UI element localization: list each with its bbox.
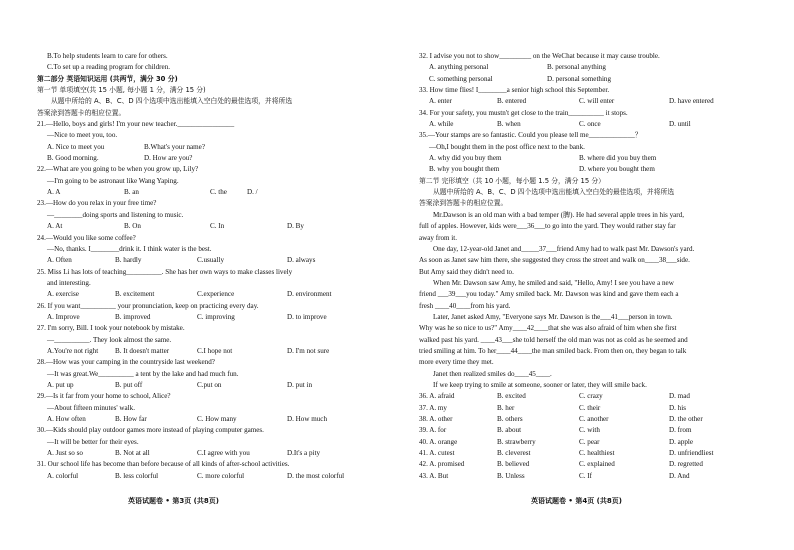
page-4-footer: 英语试题卷 • 第4页 (共8页) — [531, 497, 622, 505]
answer-option: B. How far — [115, 415, 147, 423]
answer-option: D. And — [669, 471, 690, 480]
answer-option: B. Not at all — [115, 449, 150, 458]
answer-option: B. an — [124, 188, 139, 197]
text-line: —It will be better for their eyes. — [47, 437, 139, 446]
answer-option: D. put in — [287, 380, 313, 389]
answer-option: D. unfriendliest — [669, 449, 714, 458]
answer-option: C. more colorful — [197, 471, 245, 480]
answer-options-row — [37, 221, 375, 232]
answer-option: B. when — [497, 120, 521, 129]
answer-option: D. from — [669, 426, 692, 435]
text-line: —Oh,I bought them in the post office next to the bank. — [429, 142, 585, 151]
answer-option: C.usually — [197, 256, 224, 265]
answer-option: D. the most colorful — [287, 471, 345, 480]
text-line: 28.—How was your camping in the countryside last weekend? — [37, 358, 215, 367]
answer-option: 43. A. But — [419, 471, 449, 480]
answer-options-row — [37, 414, 375, 425]
answer-option: B. believed — [497, 460, 530, 469]
answer-option: D. How are you? — [144, 154, 193, 163]
answer-option: B. put off — [115, 380, 143, 389]
text-line: —Nice to meet you, too. — [47, 131, 118, 140]
text-line: C.To set up a reading program for children. — [47, 63, 171, 72]
answer-option: B. where did you buy them — [579, 154, 657, 163]
answer-options-row — [37, 142, 375, 153]
answer-option: A. anything personal — [429, 63, 489, 72]
answer-option: A. Just so so — [47, 449, 83, 458]
text-line: 34. For your safety, you mustn't get close to the train__________ it stops. — [419, 108, 628, 117]
answer-options-row — [419, 437, 757, 448]
answer-option: D. regretted — [669, 460, 703, 469]
answer-option: B. personal anything — [547, 63, 606, 72]
answer-option: 37. A. my — [419, 403, 447, 412]
answer-option: B. her — [497, 403, 515, 412]
answer-option: C. pear — [579, 437, 600, 446]
answer-options-row — [37, 153, 375, 164]
answer-option: C.put on — [197, 380, 222, 389]
text-line: 22.—What are you going to be when you grow up, Lily? — [37, 165, 199, 174]
answer-option: C. once — [579, 120, 601, 129]
instruction-line: 第二节 完形填空（共 10 小题，每小题 1.5 分，满分 15 分） — [419, 176, 605, 185]
answer-option: A. How often — [47, 415, 86, 423]
instruction-line: 从题中所给的 A、B、C、D 四个选项中选出能填入空白处的最佳选项，并将所选 — [51, 97, 293, 106]
text-line: 33. How time flies! I________a senior high school this September. — [419, 86, 610, 95]
answer-option: B. cleverest — [497, 449, 531, 458]
answer-option: 40. A. orange — [419, 437, 458, 446]
answer-option: B. strawberry — [497, 437, 536, 446]
text-line: —I'm going to be astronaut like Wang Yaping. — [47, 176, 179, 185]
answer-options-row — [419, 414, 757, 425]
text-line: and interesting. — [47, 278, 91, 287]
answer-option: A. Often — [47, 256, 72, 265]
text-line: —No, thanks. I________drink it. I think water is the best. — [47, 244, 212, 253]
answer-option: B. entered — [497, 97, 527, 106]
text-line: 29.—Is it far from your home to school, Alice? — [37, 392, 171, 401]
answer-option: A. Improve — [47, 312, 80, 321]
answer-option: D. to improve — [287, 312, 327, 321]
text-line: Why was he so nice to us?" Amy____42____that she was also afraid of him when she first — [419, 324, 677, 333]
answer-option: C. the — [210, 188, 227, 197]
answer-option: C. explained — [579, 460, 615, 469]
answer-option: C. their — [579, 403, 601, 412]
answer-option: C. will enter — [579, 97, 615, 106]
instruction-line: 从题中所给的 A、B、C、D 四个选项中选出能填入空白处的最佳选项，并将所选 — [433, 188, 675, 197]
answer-option: C. If — [579, 471, 593, 480]
text-line: 27. I'm sorry, Bill. I took your notebook by mistake. — [37, 324, 185, 333]
text-line: —It was great.We__________ a tent by the lake and had much fun. — [47, 369, 239, 378]
answer-option: 42. A. promised — [419, 460, 465, 469]
instruction-line: 第一节 单项填空(共 15 小题, 每小题 1 分，满分 15 分) — [37, 86, 206, 95]
answer-option: D. environment — [287, 290, 332, 299]
answer-option: D. until — [669, 120, 691, 129]
text-line: Janet then realized smiles do____45____. — [433, 369, 552, 378]
answer-option: B. others — [497, 415, 523, 423]
answer-option: A. while — [429, 120, 454, 129]
text-line: 35.—Your stamps are so fantastic. Could you please tell me_____________？ — [419, 131, 642, 140]
answer-options-row — [419, 119, 757, 130]
answer-option: C. something personal — [429, 74, 493, 83]
answer-option: D. By — [287, 222, 304, 231]
answer-option: B. why you bought them — [429, 165, 500, 174]
text-line: 30.—Kids should play outdoor games more instead of playing computer games. — [37, 426, 264, 435]
answer-option: B. It doesn't matter — [115, 346, 170, 355]
answer-option: D. have entered — [669, 97, 714, 106]
page-4-text-column — [419, 51, 757, 482]
text-line: —About fifteen minutes' walk. — [47, 403, 135, 412]
answer-option: C. another — [579, 415, 609, 423]
text-line: As soon as Janet saw him there, she suggested they cross the street and walk on____38___side. — [419, 256, 690, 265]
answer-option: D. always — [287, 256, 316, 265]
text-line: —__________. They look almost the same. — [47, 335, 172, 344]
answer-option: A. A — [47, 188, 61, 197]
text-line: 24.—Would you like some coffee? — [37, 233, 136, 242]
text-line: 31. Our school life has become than before because of all kinds of after-school activities. — [37, 460, 290, 469]
answer-options-row — [37, 380, 375, 391]
text-line: One day, 12-year-old Janet and_____37___friend Amy had to walk past Mr. Dawson's yard. — [433, 244, 695, 253]
answer-options-row — [419, 425, 757, 436]
answer-options-row — [419, 164, 757, 175]
answer-option: C.experience — [197, 290, 235, 299]
answer-options-row — [37, 448, 375, 459]
answer-option: B. Unless — [497, 471, 525, 480]
text-line: 26. If you want__________ your pronunciation, keep on practicing every day. — [37, 301, 259, 310]
answer-option: 39. A. for — [419, 426, 447, 435]
answer-options-row — [419, 391, 757, 402]
answer-option: A. At — [47, 222, 63, 231]
answer-option: D. I'm not sure — [287, 346, 330, 355]
answer-options-row — [419, 153, 757, 164]
answer-option: A. Nice to meet you — [47, 142, 105, 151]
answer-options-row — [37, 187, 375, 198]
instruction-line: 答案涂到答题卡的相应位置。 — [37, 108, 126, 117]
text-line: When Mr. Dawson saw Amy, he smiled and said, "Hello, Amy! I see you have a new — [433, 278, 674, 287]
answer-options-row — [37, 312, 375, 323]
answer-option: C. with — [579, 426, 600, 435]
text-line: Mr.Dawson is an old man with a bad temper (脾). He had several apple trees in his yard, — [433, 210, 684, 219]
text-line: tried smiling at him. To her____44____the man smiled back. From then on, they began to talk — [419, 346, 687, 355]
answer-option: C. In — [210, 222, 225, 231]
text-line: 25. Miss Li has lots of teaching__________. She has her own ways to make classes lively — [37, 267, 293, 276]
answer-options-row — [419, 96, 757, 107]
answer-option: D. where you bought them — [579, 165, 655, 174]
answer-options-row — [419, 62, 757, 73]
instruction-line: 答案涂到答题卡的相应位置。 — [419, 199, 508, 208]
answer-options-row — [419, 403, 757, 414]
page-3-text-column — [37, 51, 375, 482]
answer-option: B. less colorful — [115, 471, 159, 480]
text-line: 23.—How do you relax in your free time? — [37, 199, 157, 208]
answer-option: B. excited — [497, 392, 526, 401]
text-line: 32. I advise you not to show_________ on the WeChat because it may cause trouble. — [419, 52, 660, 60]
answer-option: B. excitement — [115, 290, 155, 299]
answer-option: A.You're not right — [47, 346, 99, 355]
answer-option: D. his — [669, 403, 686, 412]
text-line: friend ___39___you today." Amy smiled back. Mr. Dawson was kind and gave them each a — [419, 290, 679, 299]
answer-option: A. put up — [47, 380, 74, 389]
answer-option: C. improving — [197, 312, 235, 321]
page-3-footer: 英语试题卷 • 第3页 (共8页) — [128, 497, 219, 505]
answer-option: D. How much — [287, 415, 327, 423]
answer-options-row — [419, 448, 757, 459]
answer-options-row — [37, 471, 375, 482]
answer-option: C.I agree with you — [197, 449, 250, 458]
answer-options-row — [37, 346, 375, 357]
text-line: B.To help students learn to care for others. — [47, 52, 168, 60]
answer-option: B. Good morning. — [47, 154, 99, 163]
answer-option: B. about — [497, 426, 522, 435]
answer-options-row — [37, 255, 375, 266]
answer-option: B.What's your name? — [144, 142, 205, 151]
answer-options-row — [37, 289, 375, 300]
answer-option: 36. A. afraid — [419, 392, 455, 401]
answer-options-row — [419, 471, 757, 482]
answer-option: A. why did you buy them — [429, 154, 502, 163]
answer-option: A. enter — [429, 97, 452, 106]
answer-option: B. On — [124, 222, 141, 231]
text-line: If we keep trying to smile at someone, sooner or later, they will smile back. — [433, 380, 647, 389]
answer-option: D. / — [247, 188, 258, 197]
answer-option: D.It's a pity — [287, 449, 320, 458]
text-line: 21.—Hello, boys and girls! I'm your new teacher.________________ — [37, 120, 235, 129]
answer-option: B. improved — [115, 312, 151, 321]
text-line: —________doing sports and listening to music. — [47, 210, 184, 219]
text-line: more every time they met. — [419, 358, 494, 367]
answer-option: D. personal something — [547, 74, 612, 83]
answer-option: C. How many — [197, 415, 237, 423]
answer-options-row — [419, 74, 757, 85]
answer-option: C. crazy — [579, 392, 603, 401]
text-line: full of apples. However, kids were___36___to go into the yard. They would rather stay far — [419, 222, 676, 231]
answer-option: 38. A. other — [419, 415, 453, 423]
answer-option: C. healthiest — [579, 449, 615, 458]
answer-option: 41. A. cutest — [419, 449, 455, 458]
answer-option: A. colorful — [47, 471, 79, 480]
text-line: Later, Janet asked Amy, "Everyone says Mr. Dawson is the___41___person in town. — [433, 312, 673, 321]
text-line: But Amy said they didn't need to. — [419, 267, 514, 276]
text-line: walked past his yard. ____43___she told herself the old man was not as cold as he seemed and — [419, 335, 688, 344]
text-line: away from it. — [419, 233, 458, 242]
answer-option: A. exercise — [47, 290, 79, 299]
exam-page-4 — [397, 0, 794, 550]
answer-options-row — [419, 459, 757, 470]
section-heading: 第二部分 英语知识运用 (共两节，满分 30 分) — [37, 74, 178, 83]
answer-option: D. the other — [669, 415, 703, 423]
answer-option: D. apple — [669, 437, 694, 446]
answer-option: D. mad — [669, 392, 690, 401]
text-line: fresh ____40____from his yard. — [419, 301, 511, 310]
answer-option: B. hardly — [115, 256, 142, 265]
answer-option: C.I hope not — [197, 346, 233, 355]
